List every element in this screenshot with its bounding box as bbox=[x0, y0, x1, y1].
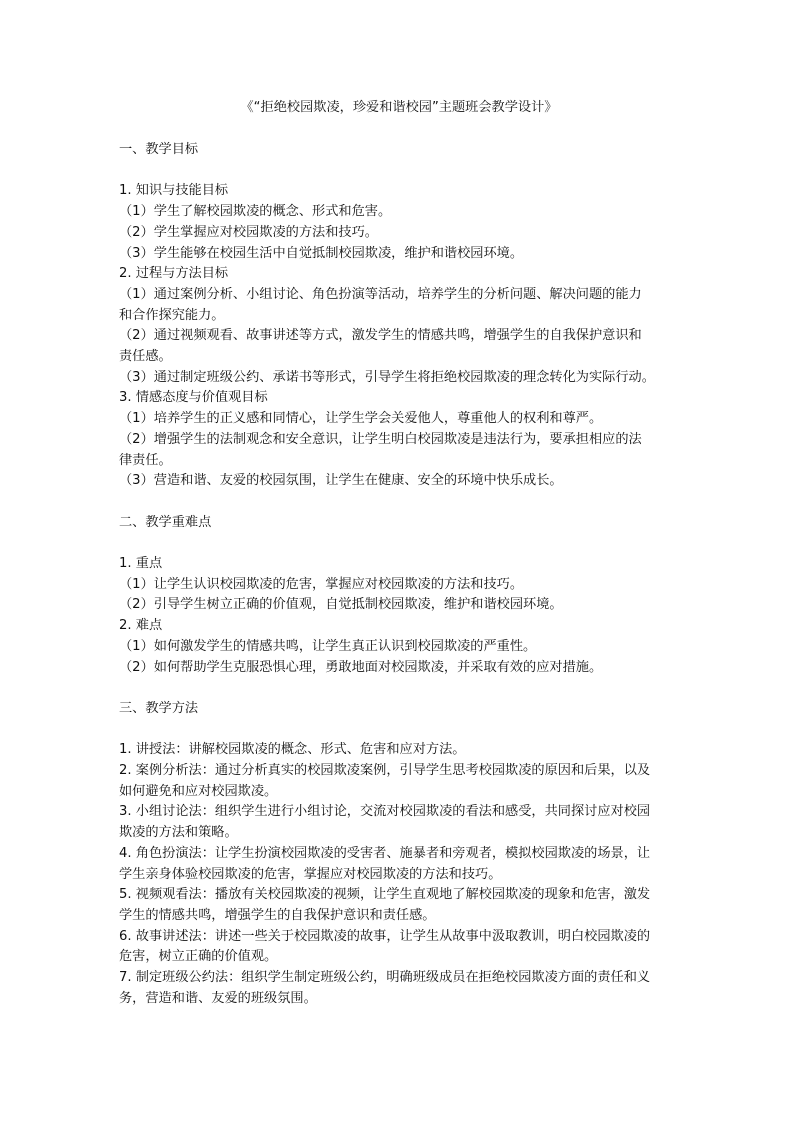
list-item: 5. 视频观看法：播放有关校园欺凌的视频，让学生直观地了解校园欺凌的现象和危害，激发 bbox=[119, 887, 651, 903]
section-key-difficult-points bbox=[119, 513, 679, 679]
list-item: 4. 角色扮演法：让学生扮演校园欺凌的受害者、施暴者和旁观者，模拟校园欺凌的场景，让 bbox=[119, 845, 651, 861]
section-heading: 一、教学目标 bbox=[119, 142, 199, 157]
subsection-title: 2. 过程与方法目标 bbox=[119, 266, 229, 282]
list-item: （3）通过制定班级公约、承诺书等形式，引导学生将拒绝校园欺凌的理念转化为实际行动。 bbox=[119, 369, 655, 385]
subsection-title: 1. 重点 bbox=[119, 556, 163, 572]
list-item: （2）增强学生的法制观念和安全意识，让学生明白校园欺凌是违法行为，要承担相应的法 bbox=[119, 431, 642, 447]
list-item: （1）通过案例分析、小组讨论、角色扮演等活动，培养学生的分析问题、解决问题的能力 bbox=[119, 286, 642, 302]
list-item: （1）让学生认识校园欺凌的危害，掌握应对校园欺凌的方法和技巧。 bbox=[119, 576, 524, 592]
list-item-continuation: 务，营造和谐、友爱的班级氛围。 bbox=[119, 990, 317, 1006]
list-item-continuation: 律责任。 bbox=[119, 452, 172, 468]
list-item: （1）培养学生的正义感和同情心，让学生学会关爱他人，尊重他人的权利和尊严。 bbox=[119, 411, 603, 427]
list-item: （2）通过视频观看、故事讲述等方式，激发学生的情感共鸣，增强学生的自我保护意识和 bbox=[119, 328, 642, 344]
list-item-continuation: 欺凌的方法和策略。 bbox=[119, 825, 238, 841]
list-item: （3）学生能够在校园生活中自觉抵制校园欺凌，维护和谐校园环境。 bbox=[119, 245, 524, 261]
list-item: 7. 制定班级公约法：组织学生制定班级公约，明确班级成员在拒绝校园欺凌方面的责任和义 bbox=[119, 970, 651, 986]
subsection-title: 2. 难点 bbox=[119, 618, 163, 634]
section-heading: 二、教学重难点 bbox=[119, 514, 212, 530]
list-item: （1）学生了解校园欺凌的概念、形式和危害。 bbox=[119, 204, 392, 220]
document-page bbox=[119, 98, 679, 1009]
subsection-title: 3. 情感态度与价值观目标 bbox=[119, 390, 268, 406]
document-title: 《“拒绝校园欺凌，珍爱和谐校园”主题班会教学设计》 bbox=[240, 100, 558, 115]
list-item-continuation: 学生的情感共鸣，增强学生的自我保护意识和责任感。 bbox=[119, 907, 436, 923]
list-item-continuation: 危害，树立正确的价值观。 bbox=[119, 949, 278, 965]
list-item-continuation: 和合作探究能力。 bbox=[119, 307, 225, 323]
list-item: （1）如何激发学生的情感共鸣，让学生真正认识到校园欺凌的严重性。 bbox=[119, 638, 537, 654]
list-item-continuation: 责任感。 bbox=[119, 349, 172, 365]
list-item: （3）营造和谐、友爱的校园氛围，让学生在健康、安全的环境中快乐成长。 bbox=[119, 473, 563, 489]
section-teaching-methods bbox=[119, 699, 679, 1010]
list-item: （2）如何帮助学生克服恐惧心理，勇敢地面对校园欺凌，并采取有效的应对措施。 bbox=[119, 659, 603, 675]
list-item: 3. 小组讨论法：组织学生进行小组讨论，交流对校园欺凌的看法和感受，共同探讨应对校园 bbox=[119, 804, 651, 820]
section-teaching-objectives bbox=[119, 140, 679, 492]
list-item-continuation: 学生亲身体验校园欺凌的危害，掌握应对校园欺凌的方法和技巧。 bbox=[119, 866, 502, 882]
list-item: （2）学生掌握应对校园欺凌的方法和技巧。 bbox=[119, 224, 378, 240]
list-item: 6. 故事讲述法：讲述一些关于校园欺凌的故事，让学生从故事中汲取教训，明白校园欺凌的 bbox=[119, 928, 651, 944]
subsection-title: 1. 知识与技能目标 bbox=[119, 183, 229, 199]
list-item: 2. 案例分析法：通过分析真实的校园欺凌案例，引导学生思考校园欺凌的原因和后果，以及 bbox=[119, 763, 651, 779]
list-item: （2）引导学生树立正确的价值观，自觉抵制校园欺凌，维护和谐校园环境。 bbox=[119, 597, 563, 613]
paragraph-gap bbox=[119, 492, 679, 513]
list-item: 1. 讲授法：讲解校园欺凌的概念、形式、危害和应对方法。 bbox=[119, 742, 466, 758]
paragraph-gap bbox=[119, 678, 679, 699]
list-item-continuation: 如何避免和应对校园欺凌。 bbox=[119, 783, 278, 799]
section-heading: 三、教学方法 bbox=[119, 700, 199, 716]
